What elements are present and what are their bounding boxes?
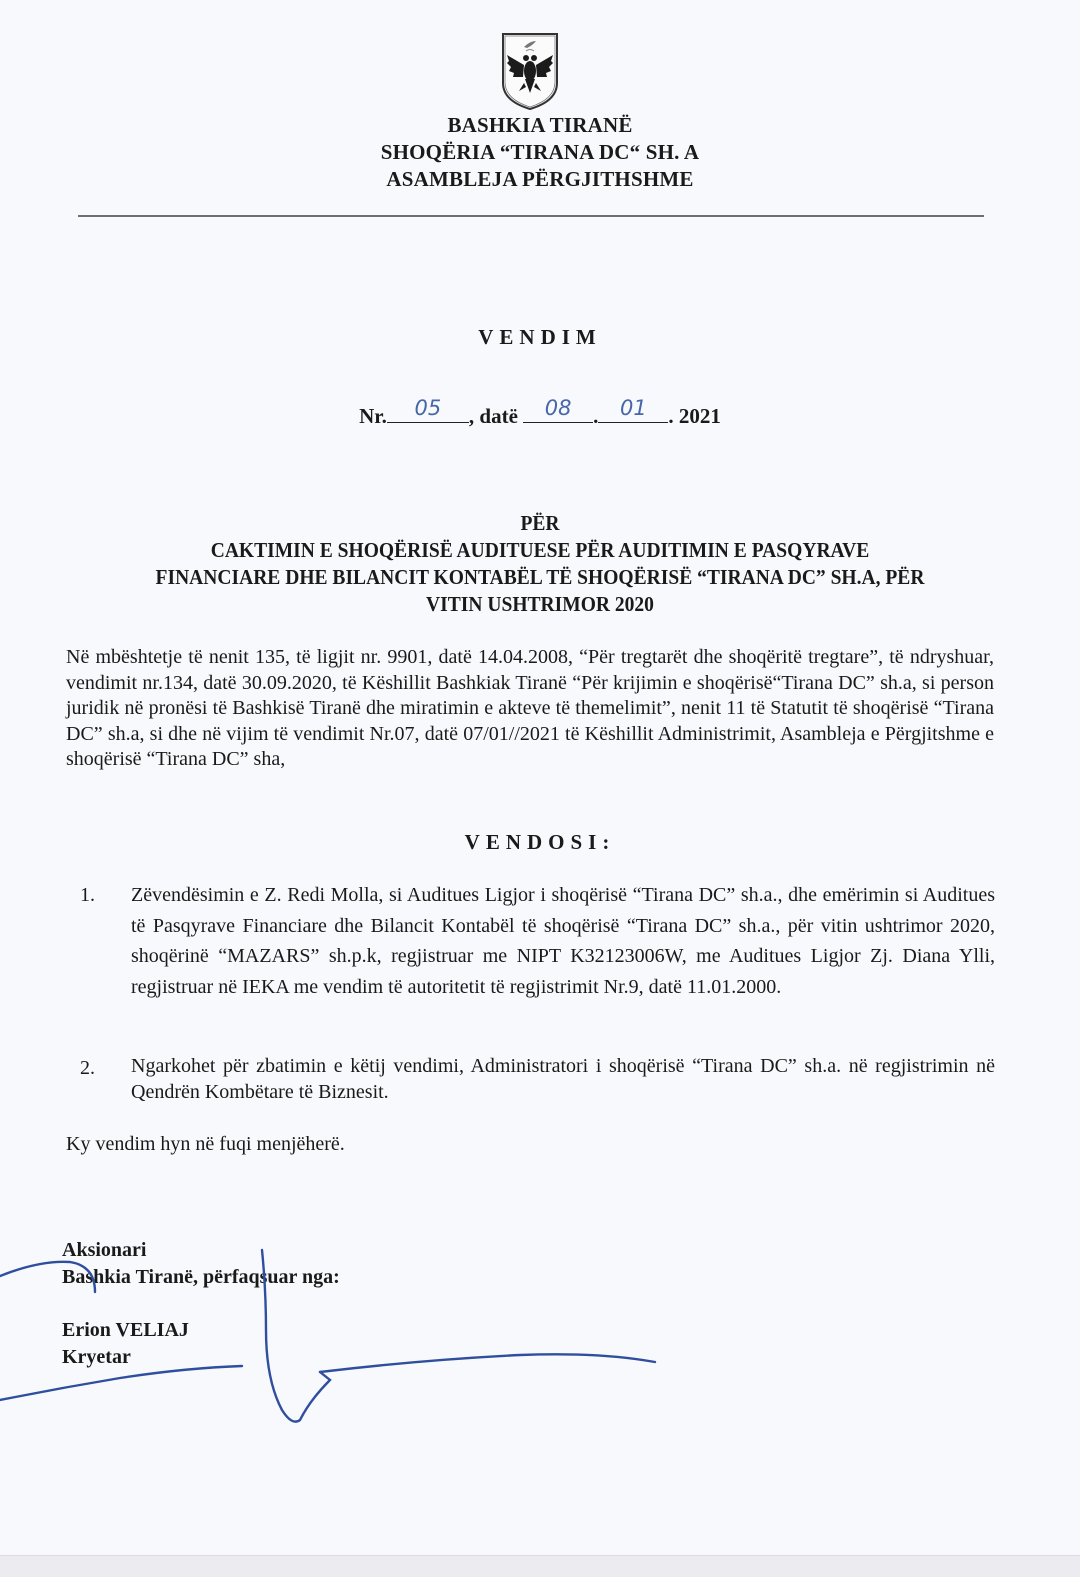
decision-item: [80, 880, 995, 1002]
item-text: Zëvendësimin e Z. Redi Molla, si Auditues Ligjor i shoqërisë “Tirana DC” sh.a., dhe emërimin si Auditues të Pasqyrave Financiare dhe Bilancit Kontabël të shoqërisë “Tirana DC” sh.a., për vitin ushtrimor 2020, shoqërinë “MAZARS” sh.p.k, regjistruar me NIPT K32123006W, me Auditues Ligjor Zj. Diana Ylli, regjistruar në IEKA me vendim të autoritetit të regjistrimit Nr.9, datë 11.01.2000.: [131, 884, 995, 998]
coat-of-arms-icon: [499, 31, 561, 111]
item-number: 2.: [80, 1057, 95, 1079]
item-text: Ngarkohet për zbatimin e këtij vendimi, Administratori i shoqërisë “Tirana DC” sh.a. në regjistrimin në Qendrën Kombëtare të Biznesit.: [131, 1055, 995, 1103]
handwritten-signature: [0, 1230, 680, 1430]
year-value: . 2021: [668, 404, 721, 428]
company-name: SHOQËRIA “TIRANA DC“ SH. A: [380, 140, 700, 164]
month-value: 01: [620, 396, 647, 420]
item-number: 1.: [80, 884, 95, 906]
header-divider: [78, 215, 984, 217]
day-field: [523, 396, 593, 423]
signatory-role: Aksionari: [62, 1239, 147, 1261]
nr-label: Nr.: [359, 404, 387, 428]
nr-value: 05: [414, 396, 442, 420]
preamble-paragraph: Në mbështetje të nenit 135, të ligjit nr. 9901, datë 14.04.2008, “Për tregtarët dhe shoqëritë tregtare”, të ndryshuar, vendimit nr.134, datë 30.09.2020, të Këshillit Bashkiak Tiranë “Për krijimin e shoqërisë“Tirana DC” sh.a, si person juridik në pronësi të Bashkisë Tiranë dhe miratimin e akteve të themelimit”, nenit 11 të Statutit të shoqërisë “Tirana DC” sh.a, si dhe në vijim të vendimit Nr.07, datë 07/01//2021 të Këshillit Administrimit, Asambleja e Përgjitshme e shoqërisë “Tirana DC” sha,: [66, 646, 994, 770]
title-line-1: PËR: [520, 511, 560, 535]
institution-name: BASHKIA TIRANË: [447, 113, 633, 137]
date-separator: .: [593, 404, 599, 428]
date-label: , datë: [468, 404, 518, 428]
signatory-title: Kryetar: [62, 1346, 131, 1368]
viewer-bottom-bar: [0, 1555, 1080, 1577]
nr-field: [387, 396, 469, 423]
title-line-3: FINANCIARE DHE BILANCIT KONTABËL TË SHOQËRISË “TIRANA DC” SH.A, PËR: [155, 565, 925, 589]
signatory-represented: Bashkia Tiranë, përfaqsuar nga:: [62, 1266, 340, 1288]
document-heading: VENDIM: [478, 325, 602, 349]
day-value: 08: [544, 396, 572, 420]
month-field: [598, 396, 668, 423]
title-line-4: VITIN USHTRIMOR 2020: [426, 592, 654, 616]
closing-statement: Ky vendim hyn në fuqi menjëherë.: [66, 1133, 345, 1155]
decides-heading: VENDOSI:: [464, 830, 616, 854]
signatory-name: Erion VELIAJ: [62, 1319, 189, 1341]
title-line-2: CAKTIMIN E SHOQËRISË AUDITUESE PËR AUDITIMIN E PASQYRAVE: [210, 538, 870, 562]
decision-number-date: [0, 396, 1080, 429]
decision-item: [80, 1053, 995, 1105]
assembly-name: ASAMBLEJA PËRGJITHSHME: [386, 167, 694, 191]
